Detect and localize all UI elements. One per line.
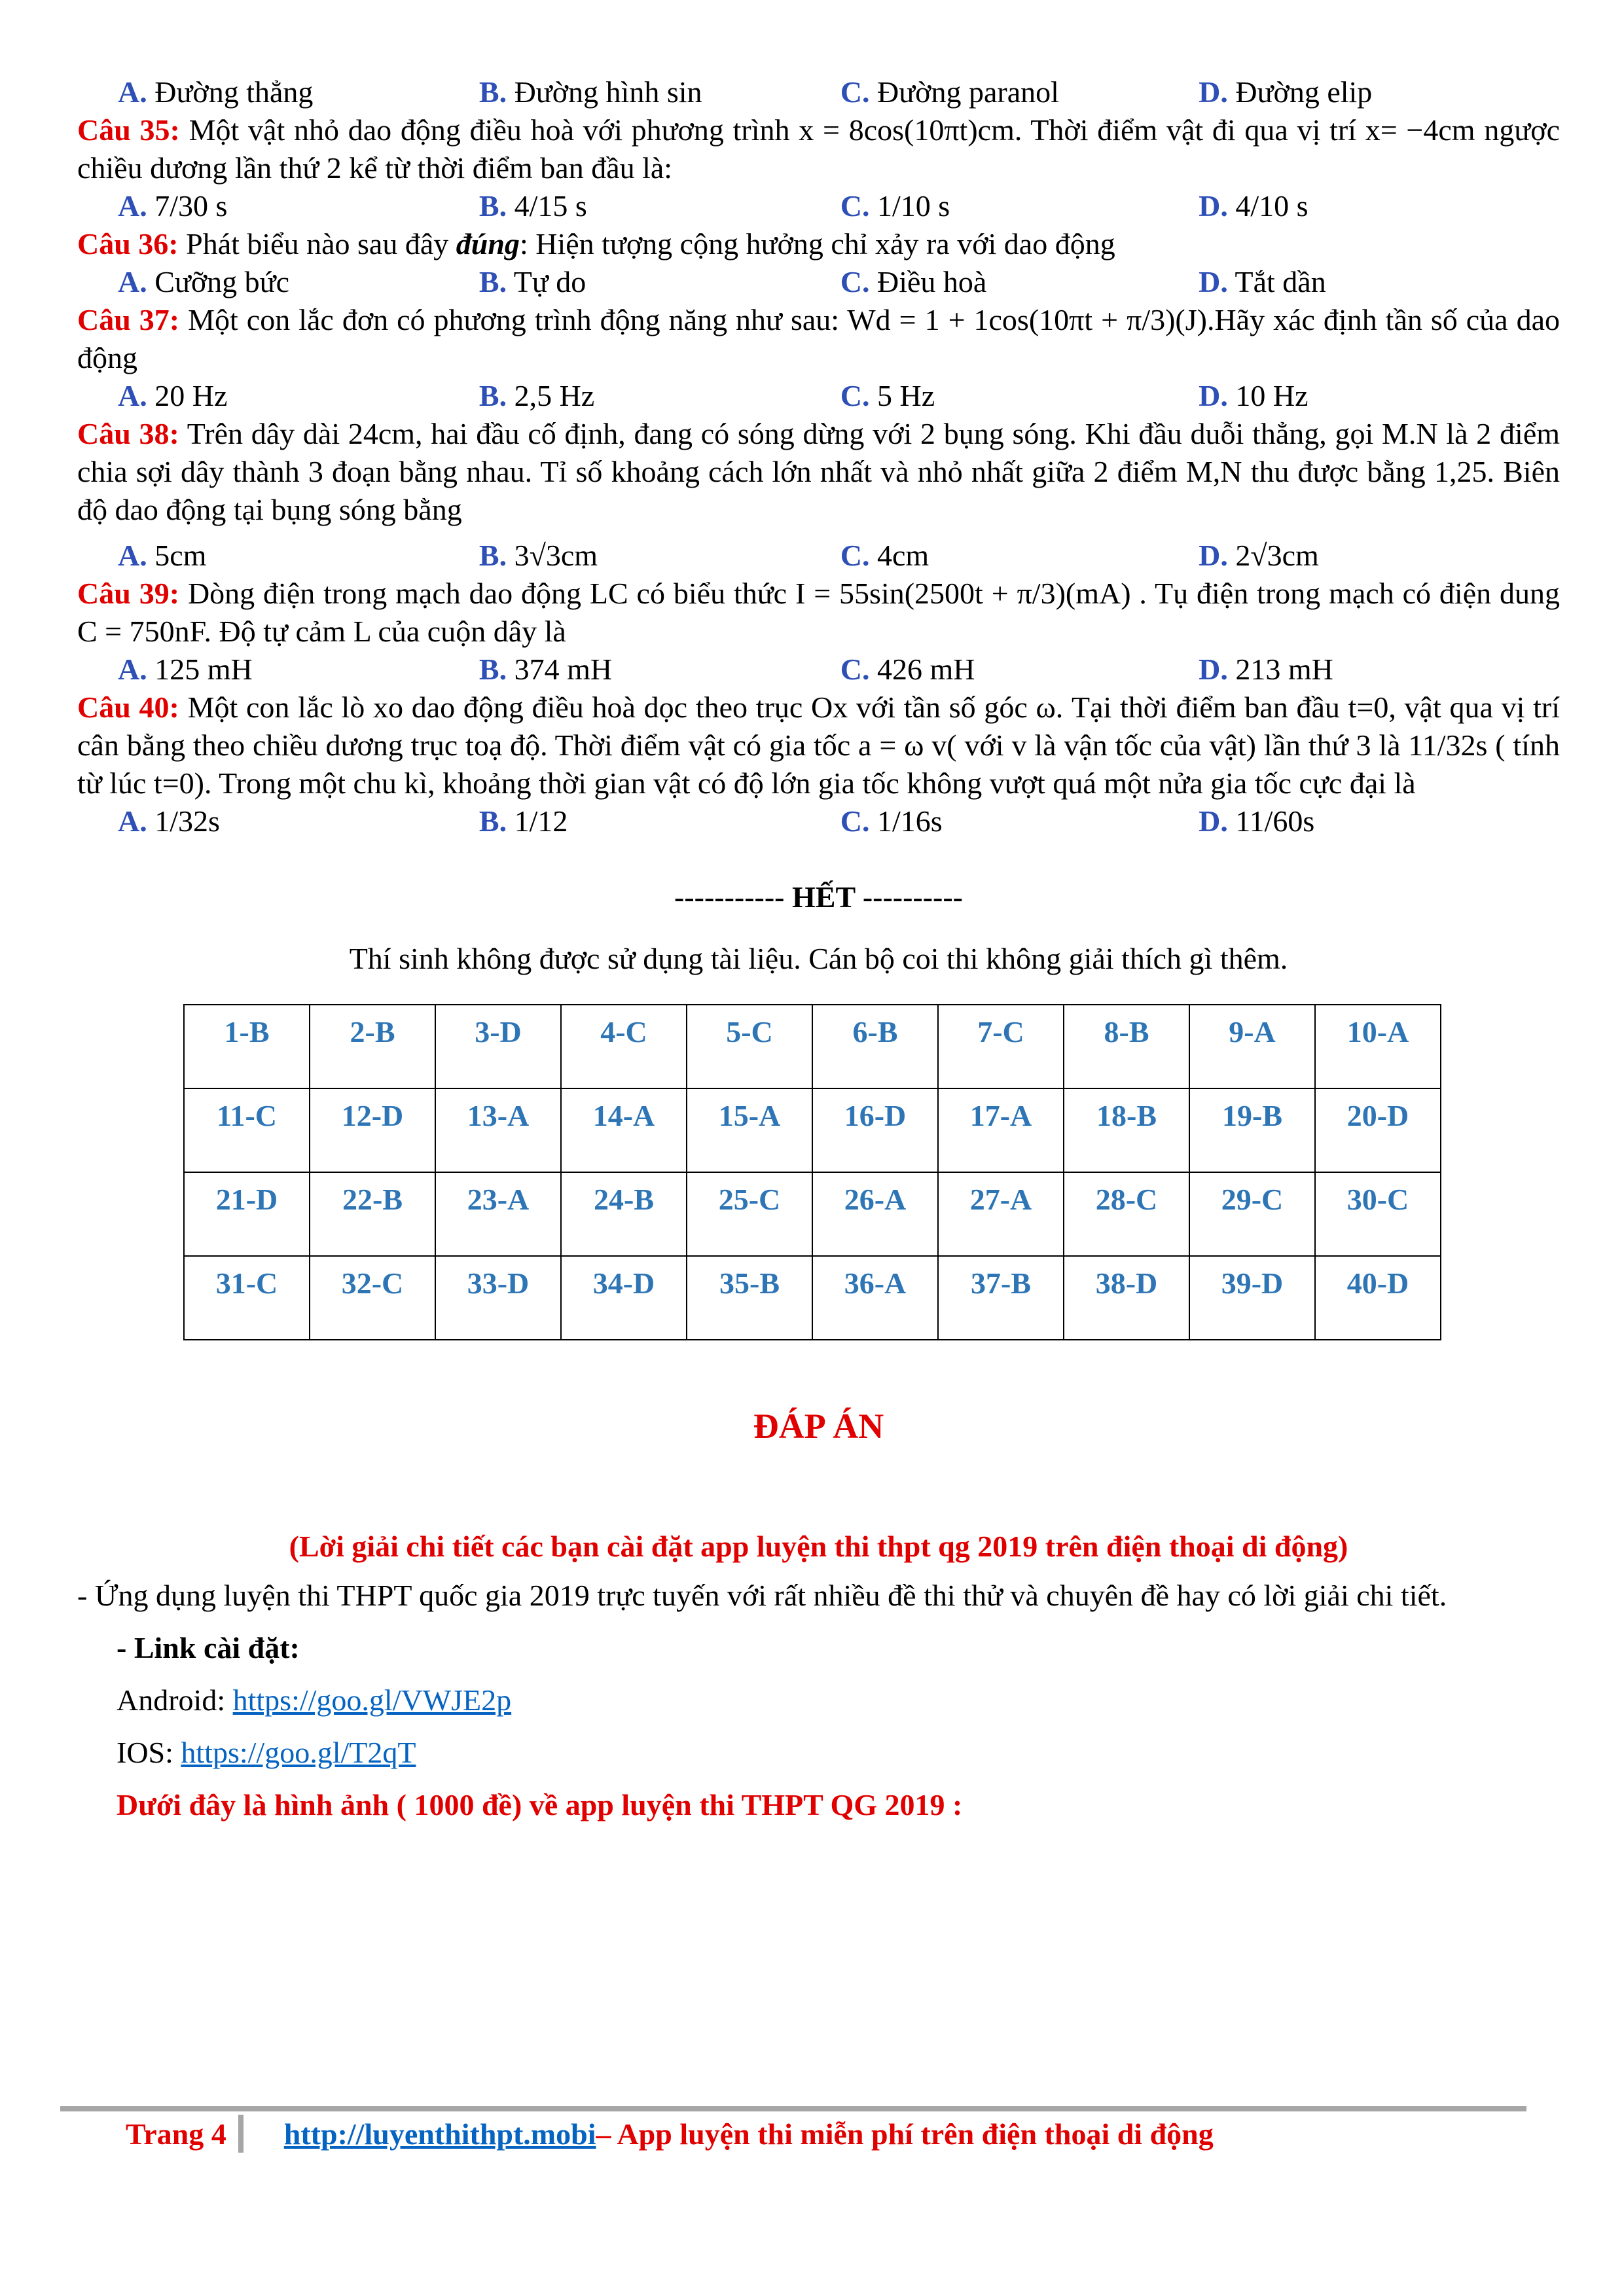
answer-cell: 39-D <box>1189 1256 1315 1340</box>
answer-cell: 2-B <box>310 1005 435 1088</box>
footer-link[interactable]: http://luyenthithpt.mobi <box>283 2117 596 2151</box>
option-a: A. 125 mH <box>118 653 253 686</box>
answer-cell: 3-D <box>435 1005 561 1088</box>
answer-heading: ĐÁP ÁN <box>753 1407 884 1446</box>
answer-cell: 36-A <box>812 1256 938 1340</box>
q34-options <box>77 73 1560 111</box>
answer-cell: 26-A <box>812 1172 938 1256</box>
option-c: C. Đường paranol <box>840 75 1059 109</box>
answer-cell: 21-D <box>184 1172 310 1256</box>
answer-cell: 27-A <box>938 1172 1064 1256</box>
option-d: D. 10 Hz <box>1199 379 1308 412</box>
option-d: D. Đường elip <box>1199 75 1373 109</box>
option-c: C. 426 mH <box>840 653 975 686</box>
answer-cell: 18-B <box>1064 1088 1189 1172</box>
option-b: B. Tự do <box>478 265 586 298</box>
ios-link[interactable]: https://goo.gl/T2qT <box>181 1736 416 1769</box>
option-c: C. 5 Hz <box>840 379 935 412</box>
answer-row <box>184 1088 1441 1172</box>
option-a: A. Cưỡng bức <box>118 265 290 298</box>
answer-cell: 14-A <box>561 1088 687 1172</box>
end-marker: ----------- HẾT ---------- <box>674 880 963 914</box>
answer-cell: 19-B <box>1189 1088 1315 1172</box>
answer-cell: 13-A <box>435 1088 561 1172</box>
answer-cell: 4-C <box>561 1005 687 1088</box>
option-c: C. 1/10 s <box>840 189 950 223</box>
footer-divider <box>60 2106 1526 2111</box>
answer-cell: 35-B <box>687 1256 812 1340</box>
footer-separator <box>238 2115 244 2153</box>
answer-row <box>184 1256 1441 1340</box>
option-a: A. 20 Hz <box>118 379 228 412</box>
q38-options <box>77 529 1560 575</box>
answer-cell: 7-C <box>938 1005 1064 1088</box>
answer-cell: 8-B <box>1064 1005 1189 1088</box>
answer-cell: 32-C <box>310 1256 435 1340</box>
android-link[interactable]: https://goo.gl/VWJE2p <box>232 1683 512 1717</box>
ios-line: IOS: https://goo.gl/T2qT <box>117 1736 416 1769</box>
option-d: D. 11/60s <box>1199 804 1315 838</box>
app-images-caption: Dưới đây là hình ảnh ( 1000 đề) về app luyện thi THPT QG 2019 : <box>117 1788 963 1821</box>
page-number: Trang 4 <box>126 2117 226 2151</box>
answer-cell: 17-A <box>938 1088 1064 1172</box>
answer-cell: 12-D <box>310 1088 435 1172</box>
answer-cell: 9-A <box>1189 1005 1315 1088</box>
answer-cell: 22-B <box>310 1172 435 1256</box>
answer-cell: 15-A <box>687 1088 812 1172</box>
android-line: Android: https://goo.gl/VWJE2p <box>117 1683 512 1717</box>
option-c: C. 1/16s <box>840 804 943 838</box>
q35-options <box>77 187 1560 225</box>
answer-cell: 1-B <box>184 1005 310 1088</box>
option-b: B. Đường hình sin <box>478 75 702 109</box>
option-c: C. Điều hoà <box>840 265 987 298</box>
answer-cell: 25-C <box>687 1172 812 1256</box>
q39-options <box>77 651 1560 689</box>
answer-cell: 33-D <box>435 1256 561 1340</box>
answer-cell: 11-C <box>184 1088 310 1172</box>
option-b: B. 374 mH <box>478 653 613 686</box>
answer-cell: 10-A <box>1315 1005 1441 1088</box>
option-d: D. Tắt dần <box>1199 265 1326 298</box>
option-d: D. 4/10 s <box>1199 189 1308 223</box>
answer-cell: 31-C <box>184 1256 310 1340</box>
answer-cell: 34-D <box>561 1256 687 1340</box>
q36-options <box>77 263 1560 301</box>
option-b: B. 4/15 s <box>478 189 587 223</box>
page-footer <box>126 2114 1214 2153</box>
option-a: A. 5cm <box>118 539 207 572</box>
option-b: B. 2,5 Hz <box>478 379 595 412</box>
question-36: Câu 36: Phát biểu nào sau đây đúng: Hiện tượng cộng hưởng chỉ xảy ra với dao động <box>77 227 1115 260</box>
answer-cell: 30-C <box>1315 1172 1441 1256</box>
footer-tagline: – App luyện thi miễn phí trên điện thoại di động <box>596 2117 1214 2151</box>
option-a: A. 1/32s <box>118 804 220 838</box>
answer-cell: 29-C <box>1189 1172 1315 1256</box>
q37-options <box>77 377 1560 415</box>
option-d: D. 213 mH <box>1199 653 1333 686</box>
exam-note: Thí sinh không được sử dụng tài liệu. Cán bộ coi thi không giải thích gì thêm. <box>349 942 1288 975</box>
option-b: B. 1/12 <box>478 804 568 838</box>
answer-cell: 20-D <box>1315 1088 1441 1172</box>
answer-key-table <box>183 1004 1441 1340</box>
answer-cell: 40-D <box>1315 1256 1441 1340</box>
question-37: Câu 37: Một con lắc đơn có phương trình động năng như sau: Wd = 1 + 1cos(10πt + π/3)(J).Hãy xác định tần số của dao động <box>77 303 1561 374</box>
answer-row <box>184 1172 1441 1256</box>
question-38: Câu 38: Trên dây dài 24cm, hai đầu cố định, đang có sóng dừng với 2 bụng sóng. Khi đầu duỗi thẳng, gọi M.N là 2 điểm chia sợi dây thành 3 đoạn bằng nhau. Tỉ số khoảng cách lớn nhất và nhỏ nhất giữa 2 điểm M,N thu được bằng 1,25. Biên độ dao động tại bụng sóng bằng <box>77 417 1561 526</box>
answer-cell: 23-A <box>435 1172 561 1256</box>
answer-cell: 6-B <box>812 1005 938 1088</box>
solution-note: (Lời giải chi tiết các bạn cài đặt app luyện thi thpt qg 2019 trên điện thoại di động) <box>289 1530 1348 1563</box>
option-c: C. 4cm <box>840 539 929 572</box>
app-description: - Ứng dụng luyện thi THPT quốc gia 2019 trực tuyến với rất nhiều đề thi thử và chuyên đề hay có lời giải chi tiết. <box>77 1579 1447 1612</box>
answer-cell: 5-C <box>687 1005 812 1088</box>
link-heading: - Link cài đặt: <box>117 1631 300 1664</box>
answer-cell: 37-B <box>938 1256 1064 1340</box>
question-35: Câu 35: Một vật nhỏ dao động điều hoà với phương trình x = 8cos(10πt)cm. Thời điểm vật đi qua vị trí x= −4cm ngược chiều dương lần thứ 2 kể từ thời điểm ban đầu là: <box>77 113 1560 185</box>
q40-options <box>77 802 1560 840</box>
answer-cell: 16-D <box>812 1088 938 1172</box>
answer-row <box>184 1005 1441 1088</box>
question-39: Câu 39: Dòng điện trong mạch dao động LC có biểu thức I = 55sin(2500t + π/3)(mA) . Tụ điện trong mạch có điện dung C = 750nF. Độ tự cảm L của cuộn dây là <box>77 577 1561 648</box>
answer-cell: 38-D <box>1064 1256 1189 1340</box>
kinetic-energy-formula: Wd = 1 + 1cos(10πt + π/3)(J) <box>847 303 1207 336</box>
option-b: B. 3√3cm <box>478 539 598 572</box>
option-d: D. 2√3cm <box>1199 539 1319 572</box>
answer-cell: 24-B <box>561 1172 687 1256</box>
page-content <box>77 73 1560 1831</box>
answer-cell: 28-C <box>1064 1172 1189 1256</box>
option-a: A. Đường thẳng <box>118 75 314 109</box>
question-40: Câu 40: Một con lắc lò xo dao động điều hoà dọc theo trục Ox với tần số góc ω. Tại thời điểm ban đầu t=0, vật qua vị trí cân bằng theo chiều dương trục toạ độ. Thời điểm vật có gia tốc a = ω v( với v là vận tốc của vật) lần thứ 3 là 11/32s ( tính từ lúc t=0). Trong một chu kì, khoảng thời gian vật có độ lớn gia tốc không vượt quá một nửa gia tốc cực đại là <box>77 691 1561 800</box>
option-a: A. 7/30 s <box>118 189 228 223</box>
